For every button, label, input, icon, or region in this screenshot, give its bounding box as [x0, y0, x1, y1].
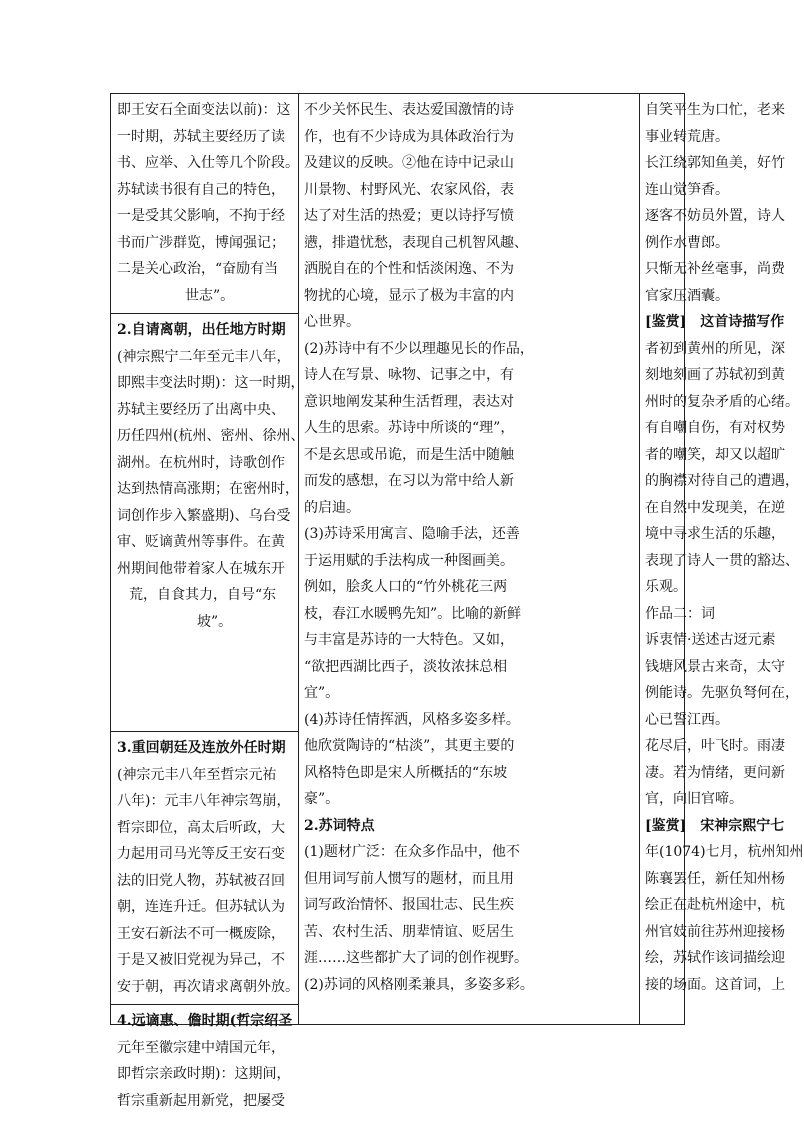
text-line: 乐观。	[645, 579, 687, 595]
text-line: 枝，春江水暖鸭先知”。比喻的新鲜	[304, 605, 522, 622]
text-line: 例作水曹郎。	[645, 234, 729, 251]
text-line: 的启迪。	[304, 499, 360, 516]
text-line: 2.苏词特点	[304, 817, 375, 834]
text-line: 他欣赏陶诗的“枯淡”，其更主要的	[304, 738, 515, 754]
text-line: 风格特色即是宋人所概括的“东坡	[304, 764, 508, 781]
text-line: 心已誓江西。	[645, 711, 729, 728]
text-line: 元年至徽宗建中靖国元年，	[117, 1039, 285, 1056]
period-3-cell	[111, 731, 298, 1004]
text-line: 者初到黄州的所见，深	[645, 340, 785, 357]
text-line: 于是又被旧党视为异己，不	[117, 952, 285, 968]
poetry-features-text	[298, 94, 639, 998]
text-line: 安于朝，再次请求离朝外放。	[117, 978, 299, 995]
text-line: 八年)：元丰八年神宗驾崩，	[117, 793, 291, 809]
text-line: 豪”。	[304, 791, 340, 807]
text-line: 事业转荒唐。	[645, 128, 729, 145]
text-line: 世志”。	[185, 287, 235, 304]
text-line: 一是受其父影响，不拘于经	[117, 208, 285, 224]
text-line: 达了对生活的热爱；更以诗抒写愤	[304, 208, 514, 224]
text-line: 州官妓前往苏州迎接杨	[645, 923, 785, 940]
period-2-cell	[111, 313, 305, 731]
text-line: 历任四州(杭州、密州、徐州、	[117, 428, 305, 444]
text-line: 境中寻求生活的乐趣，	[645, 526, 785, 542]
text-line: 有自嘲自伤，有对权势	[645, 420, 785, 436]
text-line: 于运用赋的手法构成一种图画美。	[304, 552, 514, 569]
text-line: 宜”。	[304, 685, 340, 701]
period-4-heading: 4.远谪惠、儋时期(哲宗绍圣	[117, 1013, 293, 1029]
text-line: 懑，排遣忧愁，表现自己机智风趣、	[304, 234, 528, 251]
text-line: 即熙丰变法时期)：这一时期，	[117, 375, 305, 391]
text-line: 连山觉笋香。	[645, 181, 729, 198]
text-line: 川景物、村野风光、农家风俗，表	[304, 181, 514, 198]
text-line: 荒，自食其力，自号“东	[129, 587, 277, 603]
text-line: 者的嘲笑，却又以超旷	[645, 446, 785, 463]
text-line: 即哲宗亲政时期)：这期间，	[117, 1066, 291, 1082]
text-line: 心世界。	[304, 314, 360, 330]
text-line: 的胸襟对待自己的遭遇，	[645, 473, 799, 489]
text-line: 苏轼主要经历了出离中央、	[117, 401, 285, 418]
text-line: 长江绕郭知鱼美，好竹	[645, 155, 785, 171]
text-line: 只惭无补丝毫事，尚费	[645, 261, 785, 277]
text-line: 官，向旧官啼。	[645, 791, 743, 807]
text-line: 物扰的心境，显示了极为丰富的内	[304, 287, 514, 304]
text-line: 诉衷情·送述古迓元素	[645, 632, 776, 648]
text-line: 绘正在赴杭州途中，杭	[645, 897, 785, 913]
table-column-left	[111, 94, 305, 1109]
text-line: “欲把西湖比西子，淡妆浓抹总相	[304, 658, 508, 675]
text-line: 二是关心政治，“奋励有当	[117, 261, 279, 277]
period-4-cell	[111, 1004, 298, 1124]
text-line: 在自然中发现美，在逆	[645, 499, 785, 516]
text-line: 自笑平生为口忙，老来	[645, 102, 785, 118]
text-line: (神宗熙宁二年至元丰八年，	[117, 348, 291, 365]
text-line: 书、应举、入仕等几个阶段。	[117, 155, 299, 171]
text-line: 但用词写前人惯写的题材，而且用	[304, 870, 514, 887]
text-line: 涯……这些都扩大了词的创作视野。	[304, 950, 528, 966]
text-line: 作品二：词	[645, 605, 715, 622]
text-line: 一时期，苏轼主要经历了读	[117, 128, 285, 145]
period-3-heading: 3.重回朝廷及连放外任时期	[117, 740, 286, 756]
text-line: 州期间他带着家人在城东开	[117, 560, 285, 577]
text-line: 凄。若为情绪，更问新	[645, 764, 785, 781]
text-line: 而发的感想，在习以为常中给人新	[304, 473, 514, 489]
text-line: 不是玄思或吊诡，而是生活中随触	[304, 446, 514, 463]
text-line: 审、贬谪黄州等事件。在黄	[117, 534, 285, 550]
text-line: 作，也有不少诗成为具体政治行为	[304, 128, 514, 145]
text-line: 及建议的反映。②他在诗中记录山	[304, 155, 514, 171]
content-table	[110, 93, 804, 1109]
text-line: 朝，连连升迁。但苏轼认为	[117, 899, 285, 915]
text-line: 逐客不妨员外置，诗人	[645, 208, 785, 224]
text-line: (2)苏诗中有不少以理趣见长的作品，	[304, 340, 534, 357]
text-line: (3)苏诗采用寓言、隐喻手法，还善	[304, 526, 520, 542]
text-line: 绘，苏轼作该词描绘迎	[645, 950, 785, 966]
text-line: (1)题材广泛：在众多作品中，他不	[304, 844, 520, 860]
table-column-right	[639, 94, 804, 1024]
text-line: 苏轼读书很有自己的特色，	[117, 181, 285, 198]
text-line: 即王安石全面变法以前)：这	[117, 102, 291, 118]
text-line: 诗人在写景、咏物、记事之中，有	[304, 367, 514, 383]
text-line: 钱塘风景古来奇，太守	[645, 658, 785, 675]
period-2-heading: 2.自请离朝，出任地方时期	[117, 322, 286, 338]
text-line: 接的场面。这首词，上	[645, 976, 785, 993]
text-line: 州时的复杂矛盾的心绪。	[645, 393, 799, 410]
text-line: 力起用司马光等反王安石变	[117, 846, 285, 862]
text-line: [鉴赏] 这首诗描写作	[645, 314, 785, 330]
text-line: 苦、农村生活、朋辈情谊、贬居生	[304, 923, 514, 940]
text-line: 表现了诗人一贯的豁达、	[645, 552, 799, 569]
text-line: 湖州。在杭州时，诗歌创作	[117, 454, 285, 471]
text-line: 洒脱自在的个性和恬淡闲逸、不为	[304, 261, 514, 277]
text-line: 王安石新法不可一概废除，	[117, 925, 285, 942]
text-line: (2)苏词的风格刚柔兼具，多姿多彩。	[304, 976, 534, 993]
text-line: 哲宗重新起用新党，把屡受	[117, 1092, 285, 1109]
text-line: 花尽后，叶飞时。雨凄	[645, 738, 785, 754]
text-line: 达到热情高涨期；在密州时，	[117, 481, 299, 497]
text-line: 陈襄罢任，新任知州杨	[645, 870, 785, 887]
text-line: (神宗元丰八年至哲宗元祐	[117, 766, 277, 783]
text-line: 哲宗即位，高太后听政，大	[117, 819, 285, 836]
table-column-middle	[298, 94, 640, 1024]
text-line: 与丰富是苏诗的一大特色。又如，	[304, 632, 514, 648]
text-line: [鉴赏] 宋神宗熙宁七	[645, 817, 785, 834]
text-line: 人生的思索。苏诗中所谈的“理”，	[304, 420, 515, 436]
text-line: 不少关怀民生、表达爱国激情的诗	[304, 102, 514, 118]
text-line: 官家压酒囊。	[645, 287, 729, 304]
text-line: 坡”。	[197, 613, 233, 630]
text-line: 词写政治情怀、报国壮志、民生疾	[304, 897, 514, 913]
text-line: 例如，脍炙人口的“竹外桃花三两	[304, 579, 508, 595]
text-line: 书而广涉群览，博闻强记；	[117, 234, 285, 251]
text-line: 意识地阐发某种生活哲理，表达对	[304, 393, 514, 410]
text-line: (4)苏诗任情挥洒，风格多姿多样。	[304, 711, 520, 728]
period-1-cell	[111, 94, 298, 313]
text-line: 词创作步入繁盛期)、乌台受	[117, 507, 291, 524]
text-line: 法的旧党人物，苏轼被召回	[117, 872, 285, 889]
works-appreciation-text	[639, 94, 804, 998]
text-line: 年(1074)七月，杭州知州	[645, 844, 804, 860]
text-line: 刻地刻画了苏轼初到黄	[645, 367, 785, 383]
text-line: 例能诗。先驱负弩何在，	[645, 685, 799, 701]
